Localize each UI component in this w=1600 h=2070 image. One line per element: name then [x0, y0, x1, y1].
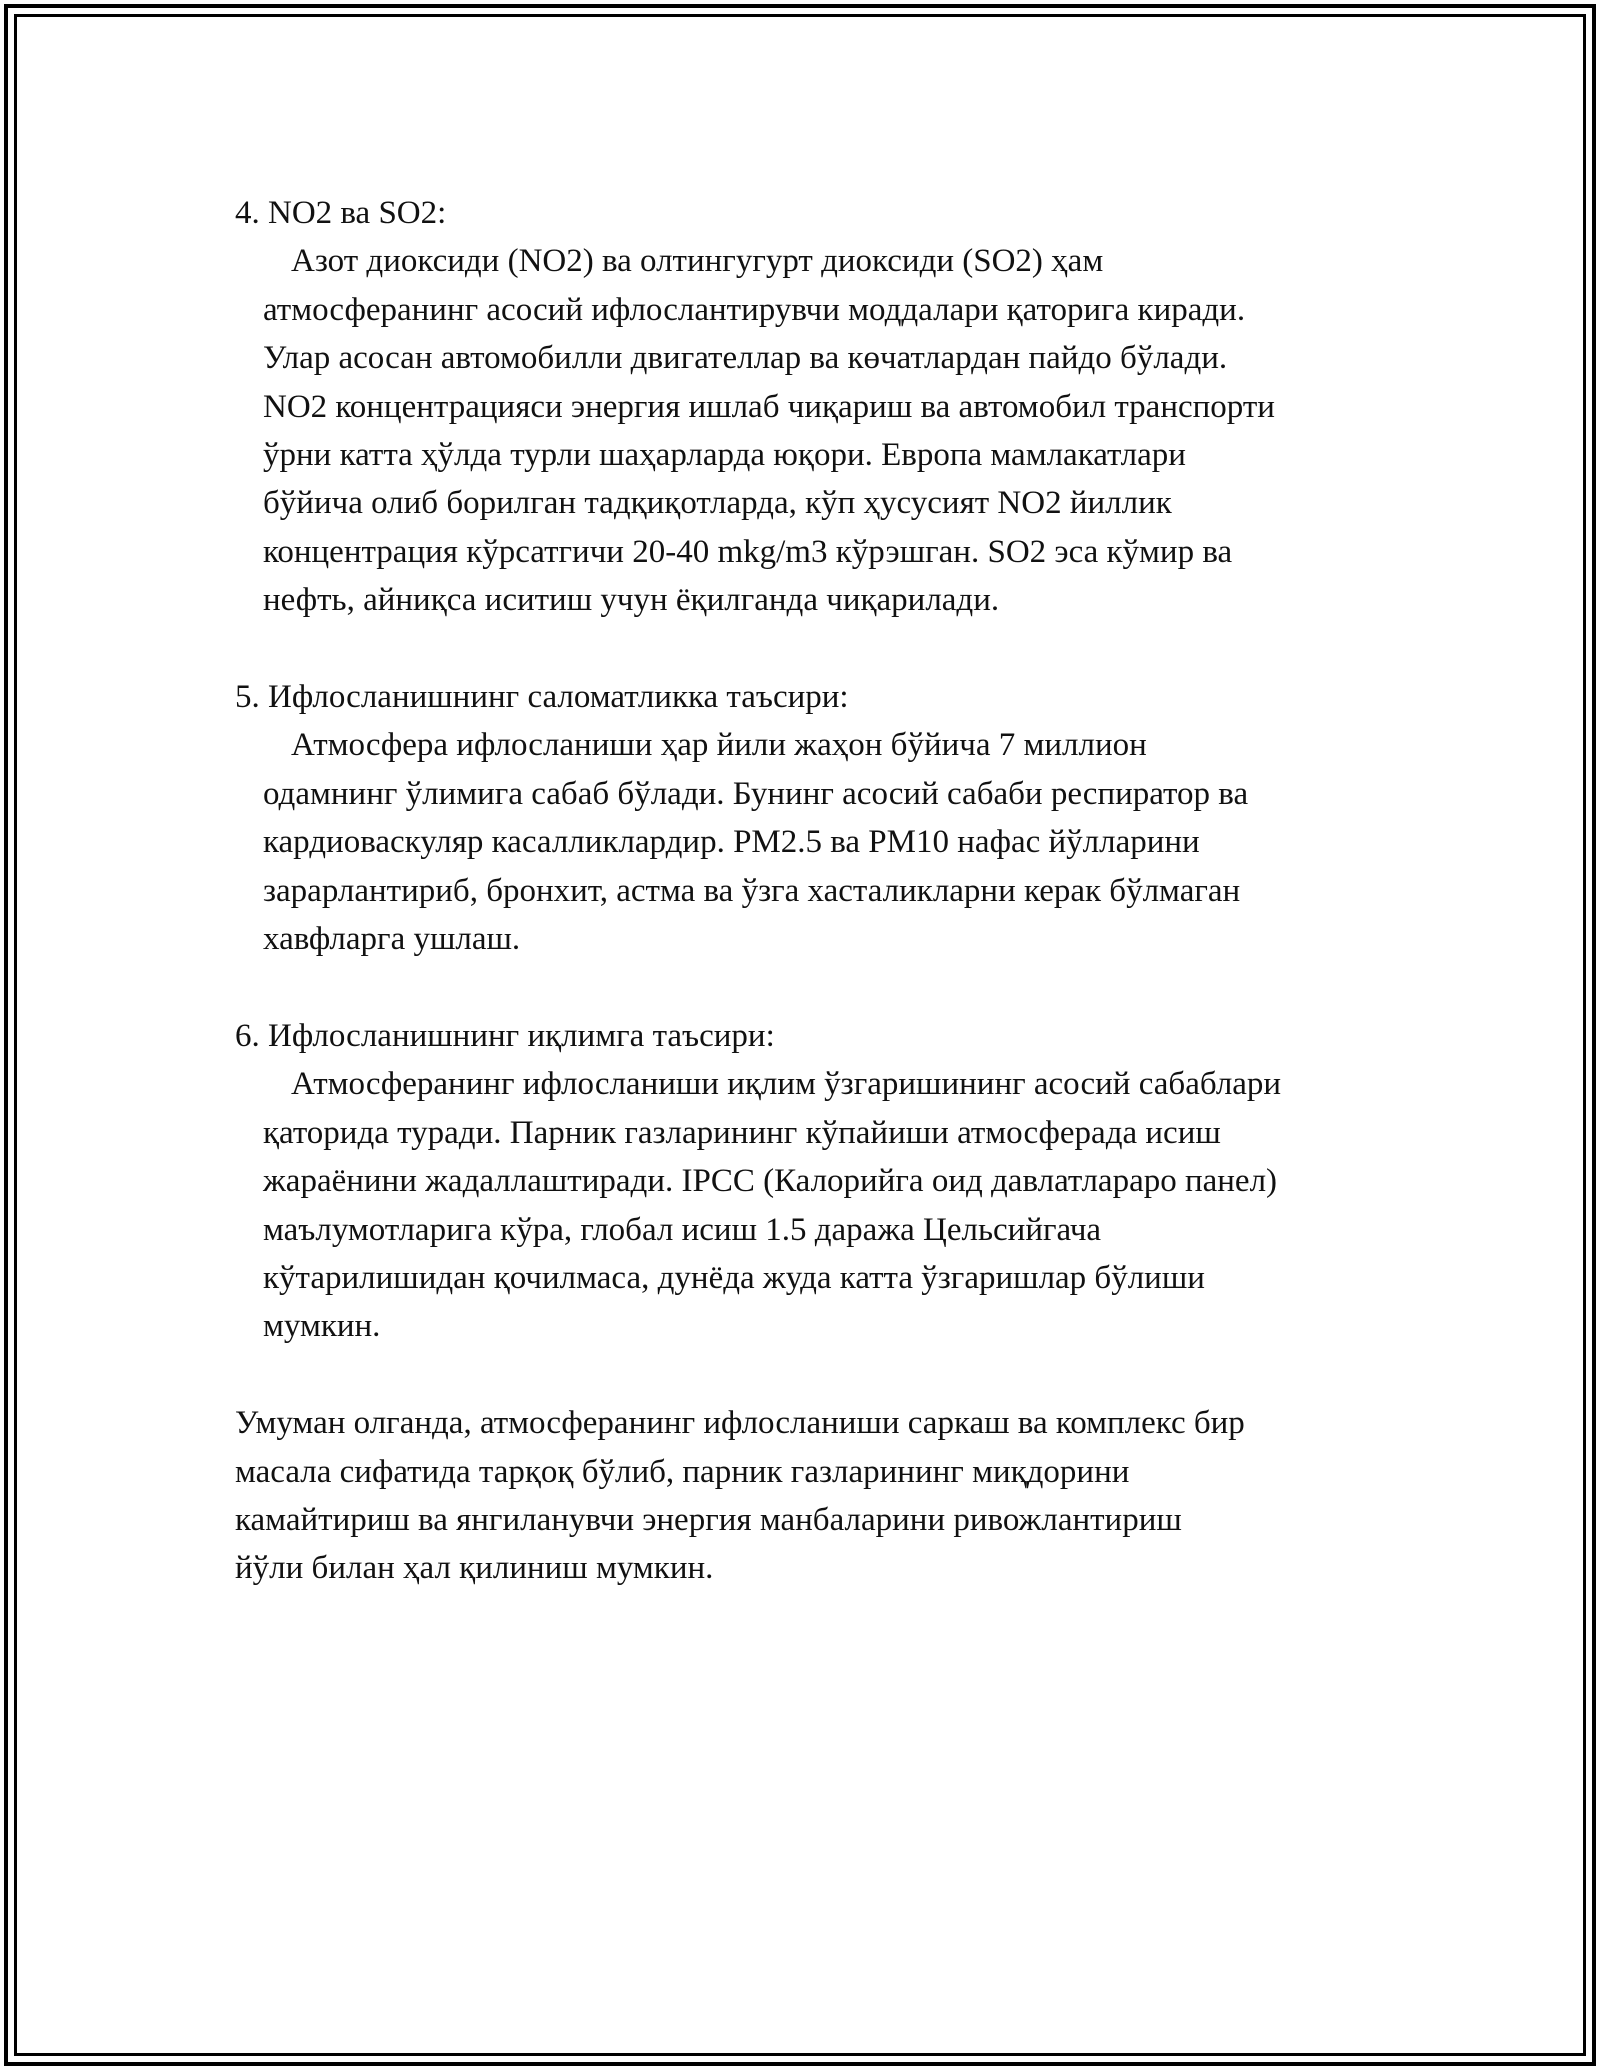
text-line: нефть, айниқса иситиш учун ёқилганда чиқарилади.	[263, 582, 1000, 619]
text-line: Атмосферанинг ифлосланиши иқлим ўзгаришининг асосий сабаблари	[291, 1066, 1282, 1103]
text-line: маълумотларига кўра, глобал исиш 1.5 даража Цельсийгача	[263, 1211, 1102, 1248]
text-line: NO2 концентрацияси энергия ишлаб чиқариш ва автомобил транспорти	[263, 388, 1275, 425]
text-line: атмосферанинг асосий ифлослантирувчи моддалари қаторига киради.	[263, 291, 1246, 328]
text-line: масала сифатида тарқоқ бўлиб, парник газларининг миқдорини	[235, 1453, 1130, 1490]
section-heading: 5. Ифлосланишнинг саломатликка таъсири:	[235, 679, 849, 716]
text-line: қаторида туради. Парник газларининг кўпайиши атмосферада исиш	[263, 1114, 1221, 1151]
text-line: кўтарилишидан қочилмаса, дунёда жуда катта ўзгаришлар бўлиши	[263, 1259, 1205, 1296]
text-line: Улар асосан автомобилли двигателлар ва көчатлардан пайдо бўлади.	[263, 340, 1228, 377]
text-line: жараёнини жадаллаштиради. IPCC (Калорийга оид давлатлараро панел)	[263, 1163, 1278, 1200]
text-line: йўли билан ҳал қилиниш мумкин.	[235, 1550, 714, 1587]
text-line: одамнинг ўлимига сабаб бўлади. Бунинг асосий сабаби респиратор ва	[263, 775, 1249, 812]
section-paragraph	[235, 237, 1385, 624]
section-heading: 4. NO2 ва SO2:	[235, 195, 447, 231]
text-line: зарарлантириб, бронхит, астма ва ўзга хасталикларни керак бўлмаган	[263, 872, 1241, 909]
text-line: Атмосфера ифлосланиши ҳар йили жаҳон бўйича 7 миллион	[291, 727, 1147, 764]
section-conclusion	[235, 1399, 1385, 1593]
text-line: концентрация кўрсатгичи 20-40 mkg/m3 кўрэшган. SO2 эса кўмир ва	[263, 533, 1233, 570]
text-line: камайтириш ва янгиланувчи энергия манбаларини ривожлантириш	[235, 1501, 1182, 1538]
section-heading: 6. Ифлосланишнинг иқлимга таъсири:	[235, 1017, 775, 1054]
document-body	[235, 189, 1385, 1641]
section-no2-so2	[235, 189, 1385, 625]
text-line: ўрни катта ҳўлда турли шаҳарларда юқори. Европа мамлакатлари	[263, 437, 1186, 474]
text-line: кардиоваскуляр касалликлардир. PM2.5 ва PM10 нафас йўлларини	[263, 824, 1200, 861]
text-line: хавфларга ушлаш.	[263, 921, 521, 958]
text-line: Азот диоксиди (NO2) ва олтингугурт диоксиди (SO2) ҳам	[291, 243, 1104, 280]
text-line: мумкин.	[263, 1308, 381, 1345]
text-line: Умуман олганда, атмосферанинг ифлосланиши саркаш ва комплекс бир	[235, 1405, 1245, 1442]
section-climate-impact	[235, 1012, 1385, 1351]
section-paragraph	[235, 721, 1385, 963]
section-health-impact	[235, 673, 1385, 963]
text-line: бўйича олиб борилган тадқиқотларда, кўп ҳусусият NO2 йиллик	[263, 485, 1172, 522]
section-paragraph	[235, 1060, 1385, 1350]
